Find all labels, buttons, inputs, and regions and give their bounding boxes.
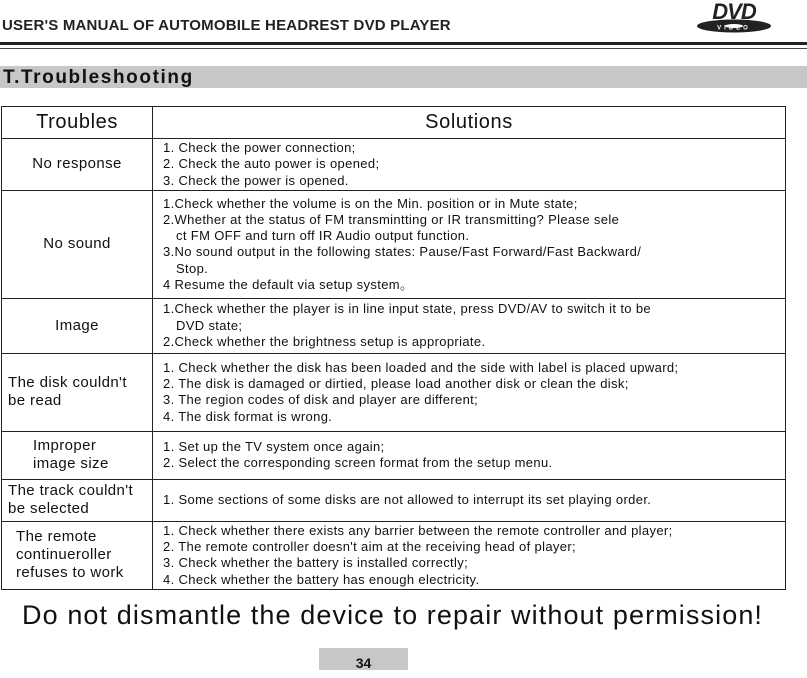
- solution-line: 2.Whether at the status of FM transmintting or IR transmitting? Please sele: [163, 211, 620, 227]
- trouble-text: Image: [55, 316, 99, 334]
- table-row: [2, 190, 786, 298]
- solution-line: 3. Check whether the battery is installed correctly;: [163, 555, 469, 571]
- solution-line: 3. The region codes of disk and player are different;: [163, 392, 479, 408]
- troubles-column-header: Troubles: [2, 107, 153, 139]
- solution-line: 1.Check whether the volume is on the Min. position or in Mute state;: [163, 195, 578, 211]
- table-row: [2, 521, 786, 589]
- solution-line: 2.Check whether the brightness setup is appropriate.: [163, 334, 486, 350]
- solution-line: 1. Check whether the disk has been loaded and the side with label is placed upward;: [163, 359, 679, 375]
- table-row: [2, 298, 786, 353]
- trouble-cell: [2, 353, 153, 431]
- solution-line: ct FM OFF and turn off IR Audio output function.: [176, 228, 470, 244]
- solution-cell: [153, 298, 786, 353]
- section-title: T.Troubleshooting: [3, 67, 194, 88]
- table-row: [2, 431, 786, 479]
- header-title: USER'S MANUAL OF AUTOMOBILE HEADREST DVD PLAYER: [2, 17, 451, 34]
- section-title-bar: [0, 66, 807, 88]
- solution-line: 1. Check the power connection;: [163, 140, 356, 155]
- solution-line: 4. Check whether the battery has enough electricity.: [163, 571, 480, 587]
- solution-line: 3.No sound output in the following states: Pause/Fast Forward/Fast Backward/: [163, 244, 642, 260]
- solution-line: 2. The disk is damaged or dirtied, please load another disk or clean the disk;: [163, 376, 629, 392]
- trouble-text: No sound: [43, 235, 111, 253]
- solution-line: 2. Check the auto power is opened;: [163, 156, 380, 172]
- warning-text: Do not dismantle the device to repair without permission!: [22, 600, 764, 630]
- solution-cell: [153, 431, 786, 479]
- solution-line: 1. Check whether there exists any barrier between the remote controller and player;: [163, 522, 673, 538]
- table-row: [2, 353, 786, 431]
- solution-cell: [153, 479, 786, 521]
- trouble-cell: [2, 298, 153, 353]
- trouble-text: be read: [8, 392, 62, 410]
- solution-line: 4. The disk format is wrong.: [163, 408, 333, 424]
- solution-line: 3. Check the power is opened.: [163, 172, 349, 188]
- trouble-text: Improper: [33, 437, 97, 455]
- solution-line: 1. Some sections of some disks are not allowed to interrupt its set playing order.: [163, 492, 652, 508]
- trouble-text: The remote: [16, 528, 97, 546]
- troubleshooting-table: [1, 106, 786, 590]
- logo-sub-text: VIDEO: [717, 25, 751, 32]
- table-header-row: [2, 107, 786, 139]
- solution-line: 4 Resume the default via setup system。: [163, 276, 414, 292]
- trouble-text: refuses to work: [16, 564, 124, 582]
- page-number: 34: [355, 655, 372, 671]
- trouble-text: The disk couldn't: [8, 374, 127, 392]
- trouble-text: image size: [33, 455, 109, 473]
- page-number-box: [319, 648, 408, 670]
- table-row: [2, 479, 786, 521]
- trouble-text: No response: [32, 155, 122, 173]
- solution-line: 1. Set up the TV system once again;: [163, 439, 385, 455]
- dvd-video-logo-icon: [694, 0, 774, 34]
- logo-main-text: DVD: [712, 0, 756, 24]
- trouble-text: continueroller: [16, 546, 112, 564]
- solution-cell: [153, 190, 786, 298]
- trouble-cell: [2, 521, 153, 589]
- trouble-cell: [2, 190, 153, 298]
- table-row: [2, 139, 786, 191]
- solutions-column-header: Solutions: [153, 107, 786, 139]
- trouble-text: be selected: [8, 500, 90, 518]
- header-rule-thin: [0, 48, 807, 49]
- solution-line: 2. Select the corresponding screen format from the setup menu.: [163, 455, 553, 471]
- trouble-cell: [2, 479, 153, 521]
- trouble-text: The track couldn't: [8, 482, 134, 500]
- header-rule-thick: [0, 42, 807, 45]
- solution-line: DVD state;: [176, 317, 243, 333]
- solution-line: 2. The remote controller doesn't aim at the receiving head of player;: [163, 539, 576, 555]
- solution-cell: [153, 139, 786, 191]
- solution-cell: [153, 521, 786, 589]
- solution-line: Stop.: [176, 260, 209, 276]
- trouble-cell: [2, 431, 153, 479]
- solution-cell: [153, 353, 786, 431]
- solution-line: 1.Check whether the player is in line input state, press DVD/AV to switch it to be: [163, 301, 652, 317]
- trouble-cell: [2, 139, 153, 191]
